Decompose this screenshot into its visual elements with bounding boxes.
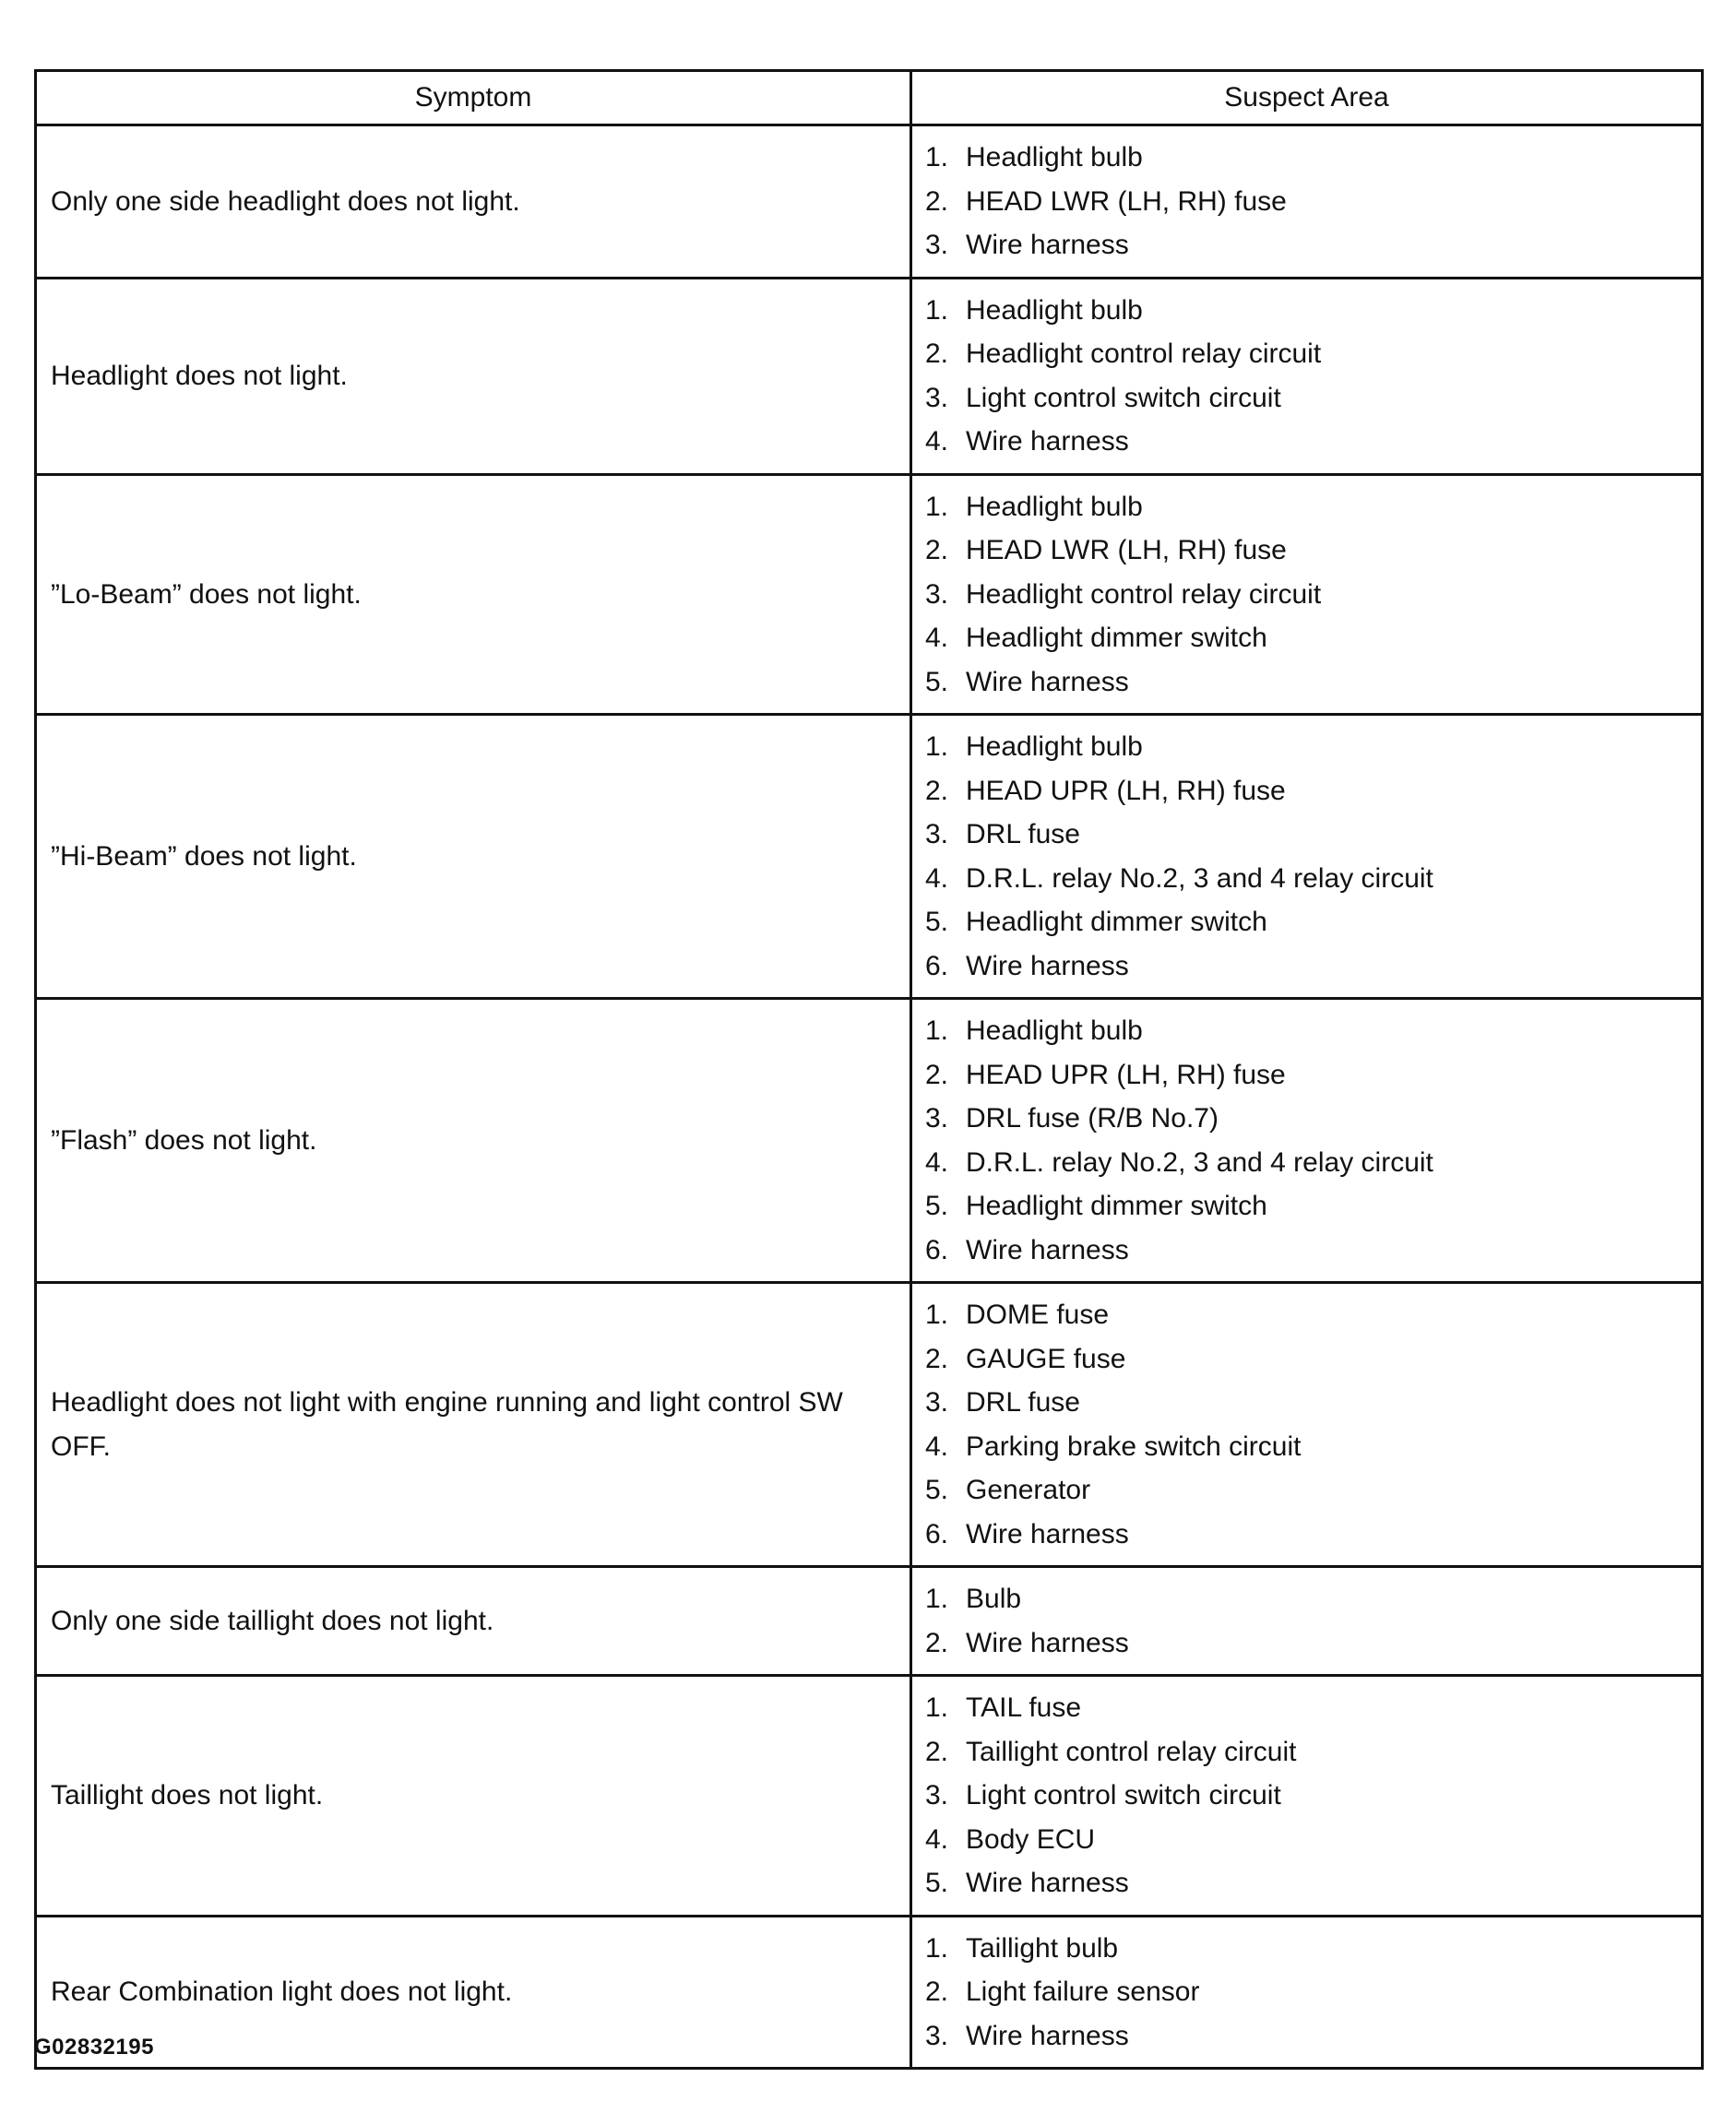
item-text: Headlight dimmer switch <box>966 907 1267 937</box>
item-number: 2. <box>925 535 949 565</box>
item-number: 5. <box>925 1868 949 1898</box>
symptom-cell: Only one side taillight does not light. <box>36 1567 911 1676</box>
item-number: 2. <box>925 1627 949 1658</box>
suspect-area-item <box>925 485 1692 529</box>
suspect-area-item <box>925 1337 1692 1382</box>
suspect-area-list <box>925 289 1692 464</box>
item-number: 3. <box>925 819 949 849</box>
item-number: 6. <box>925 1518 949 1549</box>
item-number: 2. <box>925 185 949 217</box>
suspect-area-list <box>925 1009 1692 1272</box>
suspect-area-item <box>925 857 1692 901</box>
item-text: Wire harness <box>966 950 1129 981</box>
suspect-area-item <box>925 1970 1692 2014</box>
item-text: Headlight control relay circuit <box>966 338 1322 369</box>
suspect-area-item <box>925 1577 1692 1621</box>
suspect-area-item <box>925 725 1692 769</box>
item-number: 5. <box>925 907 949 937</box>
item-number: 3. <box>925 2020 949 2051</box>
item-text: Wire harness <box>966 426 1129 457</box>
item-number: 1. <box>925 731 949 762</box>
suspect-area-cell <box>911 999 1703 1283</box>
item-text: Headlight dimmer switch <box>966 1191 1267 1221</box>
item-text: Generator <box>966 1475 1091 1505</box>
item-text: Headlight bulb <box>966 491 1143 522</box>
suspect-area-item <box>925 420 1692 464</box>
table-row <box>36 278 1703 474</box>
item-number: 3. <box>925 1103 949 1134</box>
item-number: 6. <box>925 950 949 981</box>
item-text: Wire harness <box>966 2020 1129 2051</box>
item-text: Light failure sensor <box>966 1977 1200 2007</box>
item-text: Body ECU <box>966 1823 1096 1855</box>
item-text: Taillight control relay circuit <box>966 1736 1297 1767</box>
suspect-area-item <box>925 660 1692 705</box>
suspect-area-cell <box>911 474 1703 715</box>
symptom-cell: Rear Combination light does not light. <box>36 1916 911 2069</box>
item-number: 2. <box>925 1343 949 1374</box>
item-number: 4. <box>925 623 949 653</box>
suspect-area-item <box>925 1927 1692 1971</box>
table-row <box>36 1916 1703 2069</box>
item-text: DOME fuse <box>966 1300 1110 1330</box>
troubleshooting-table-container <box>34 69 1701 2070</box>
suspect-area-item <box>925 900 1692 944</box>
item-number: 1. <box>925 491 949 522</box>
item-text: Wire harness <box>966 1518 1129 1549</box>
suspect-area-item <box>925 1425 1692 1469</box>
suspect-area-item <box>925 2014 1692 2059</box>
suspect-area-cell <box>911 715 1703 999</box>
item-number: 1. <box>925 1015 949 1046</box>
item-text: Wire harness <box>966 1627 1129 1658</box>
table-row <box>36 1676 1703 1917</box>
suspect-area-list <box>925 1577 1692 1665</box>
item-text: Light control switch circuit <box>966 382 1281 413</box>
table-row <box>36 1283 1703 1567</box>
table-row <box>36 474 1703 715</box>
table-row <box>36 1567 1703 1676</box>
suspect-area-item <box>925 1818 1692 1862</box>
suspect-area-item <box>925 1621 1692 1666</box>
suspect-area-item <box>925 1097 1692 1141</box>
item-text: Headlight bulb <box>966 1015 1143 1046</box>
item-text: HEAD UPR (LH, RH) fuse <box>966 775 1286 806</box>
item-number: 1. <box>925 1300 949 1330</box>
suspect-area-item <box>925 1730 1692 1775</box>
item-number: 6. <box>925 1234 949 1265</box>
suspect-area-cell <box>911 1283 1703 1567</box>
item-number: 3. <box>925 1780 949 1810</box>
item-text: Wire harness <box>966 666 1129 697</box>
suspect-area-item <box>925 1513 1692 1557</box>
suspect-area-item <box>925 1774 1692 1818</box>
troubleshooting-table <box>34 69 1704 2070</box>
item-number: 4. <box>925 426 949 457</box>
item-text: Wire harness <box>966 230 1129 260</box>
item-number: 1. <box>925 1932 949 1964</box>
item-text: DRL fuse <box>966 819 1080 849</box>
item-number: 5. <box>925 666 949 697</box>
suspect-area-cell <box>911 278 1703 474</box>
suspect-area-cell <box>911 125 1703 279</box>
item-number: 3. <box>925 578 949 610</box>
suspect-area-item <box>925 1293 1692 1337</box>
item-text: D.R.L. relay No.2, 3 and 4 relay circuit <box>966 862 1433 894</box>
item-number: 4. <box>925 862 949 894</box>
suspect-area-cell <box>911 1676 1703 1917</box>
item-number: 2. <box>925 1977 949 2007</box>
item-text: Bulb <box>966 1584 1022 1614</box>
symptom-cell: Headlight does not light. <box>36 278 911 474</box>
suspect-area-item <box>925 1468 1692 1513</box>
suspect-area-list <box>925 136 1692 267</box>
item-text: TAIL fuse <box>966 1692 1082 1723</box>
suspect-area-cell <box>911 1567 1703 1676</box>
item-text: HEAD LWR (LH, RH) fuse <box>966 535 1287 565</box>
table-row <box>36 999 1703 1283</box>
suspect-area-column-header: Suspect Area <box>911 71 1703 125</box>
suspect-area-item <box>925 1686 1692 1730</box>
item-text: Wire harness <box>966 1234 1129 1265</box>
suspect-area-item <box>925 813 1692 857</box>
table-row <box>36 715 1703 999</box>
item-text: Parking brake switch circuit <box>966 1431 1302 1462</box>
suspect-area-item <box>925 223 1692 267</box>
suspect-area-item <box>925 180 1692 224</box>
symptom-column-header: Symptom <box>36 71 911 125</box>
item-number: 2. <box>925 1059 949 1090</box>
item-number: 4. <box>925 1146 949 1178</box>
suspect-area-item <box>925 528 1692 573</box>
item-number: 2. <box>925 775 949 806</box>
symptom-cell: ”Hi-Beam” does not light. <box>36 715 911 999</box>
suspect-area-item <box>925 573 1692 617</box>
suspect-area-item <box>925 944 1692 989</box>
item-text: Light control switch circuit <box>966 1780 1281 1810</box>
item-text: Headlight control relay circuit <box>966 578 1322 610</box>
symptom-cell: ”Lo-Beam” does not light. <box>36 474 911 715</box>
item-text: Headlight bulb <box>966 142 1143 172</box>
item-text: Headlight bulb <box>966 731 1143 762</box>
symptom-cell: Taillight does not light. <box>36 1676 911 1917</box>
suspect-area-item <box>925 136 1692 180</box>
suspect-area-item <box>925 289 1692 333</box>
item-number: 1. <box>925 294 949 326</box>
figure-code: G02832195 <box>34 2035 154 2060</box>
suspect-area-item <box>925 332 1692 376</box>
item-number: 1. <box>925 142 949 172</box>
table-row <box>36 125 1703 279</box>
suspect-area-cell <box>911 1916 1703 2069</box>
suspect-area-list <box>925 725 1692 988</box>
item-number: 4. <box>925 1823 949 1855</box>
suspect-area-item <box>925 1141 1692 1185</box>
item-text: Headlight bulb <box>966 294 1143 326</box>
item-text: D.R.L. relay No.2, 3 and 4 relay circuit <box>966 1146 1433 1178</box>
item-text: Headlight dimmer switch <box>966 623 1267 653</box>
item-number: 3. <box>925 230 949 260</box>
item-text: DRL fuse <box>966 1387 1080 1418</box>
symptom-cell: Only one side headlight does not light. <box>36 125 911 279</box>
suspect-area-list <box>925 1293 1692 1556</box>
table-header-row <box>36 71 1703 125</box>
item-number: 1. <box>925 1584 949 1614</box>
item-number: 3. <box>925 382 949 413</box>
item-text: Wire harness <box>966 1868 1129 1898</box>
suspect-area-item <box>925 1053 1692 1098</box>
item-number: 2. <box>925 1736 949 1767</box>
suspect-area-item <box>925 376 1692 421</box>
item-number: 1. <box>925 1692 949 1723</box>
suspect-area-list <box>925 1927 1692 2059</box>
suspect-area-list <box>925 1686 1692 1905</box>
symptom-cell: ”Flash” does not light. <box>36 999 911 1283</box>
item-text: GAUGE fuse <box>966 1343 1126 1374</box>
suspect-area-item <box>925 1184 1692 1229</box>
item-number: 5. <box>925 1475 949 1505</box>
suspect-area-list <box>925 485 1692 705</box>
suspect-area-item <box>925 616 1692 660</box>
table-body <box>36 125 1703 2069</box>
item-text: Taillight bulb <box>966 1932 1119 1964</box>
symptom-cell: Headlight does not light with engine running and light control SW OFF. <box>36 1283 911 1567</box>
item-number: 2. <box>925 338 949 369</box>
suspect-area-item <box>925 1009 1692 1053</box>
suspect-area-item <box>925 1381 1692 1425</box>
item-number: 4. <box>925 1431 949 1462</box>
item-text: HEAD UPR (LH, RH) fuse <box>966 1059 1286 1090</box>
item-number: 5. <box>925 1191 949 1221</box>
suspect-area-item <box>925 1229 1692 1273</box>
item-text: DRL fuse (R/B No.7) <box>966 1103 1219 1134</box>
suspect-area-item <box>925 769 1692 813</box>
suspect-area-item <box>925 1861 1692 1905</box>
item-number: 3. <box>925 1387 949 1418</box>
item-text: HEAD LWR (LH, RH) fuse <box>966 185 1287 217</box>
